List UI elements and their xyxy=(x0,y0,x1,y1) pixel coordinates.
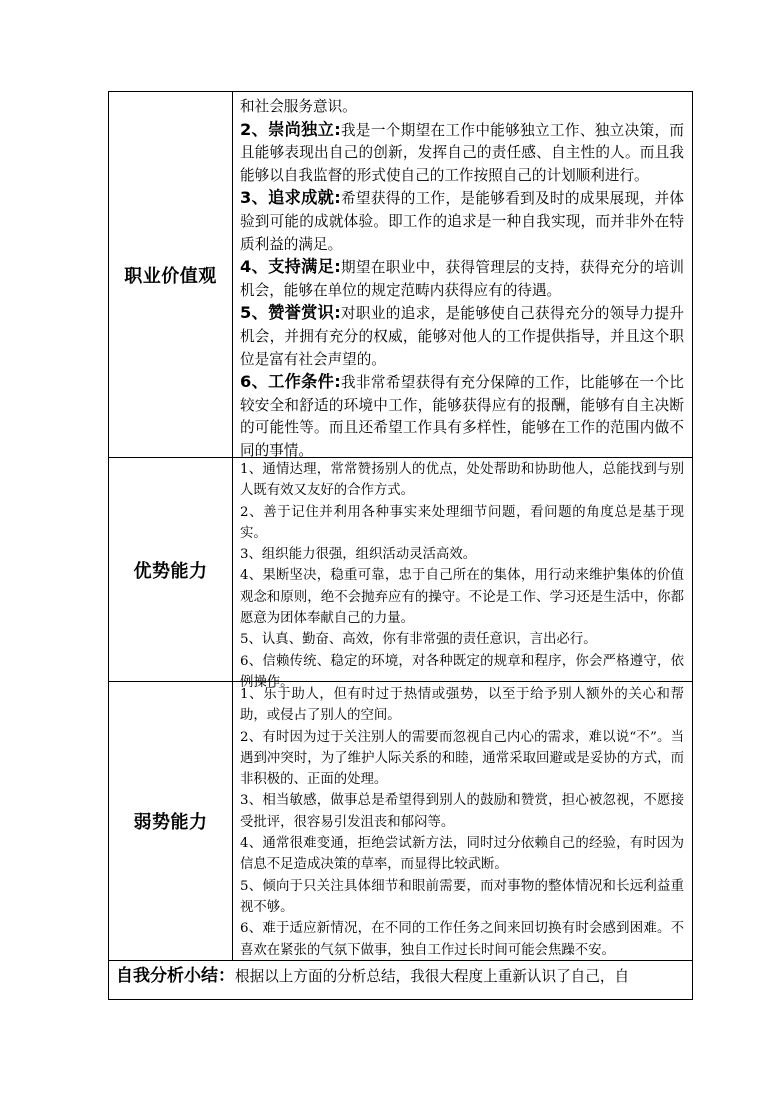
strengths-item-2: 2、善于记住并利用各种事实来处理细节问题，看问题的角度总是基于现实。 xyxy=(240,504,684,541)
strengths-content xyxy=(240,459,684,693)
weaknesses-item-4: 4、通常很难变通，拒绝尝试新方法，同时过分依赖自己的经验，有时因为信息不足造成决策的草率，而显得比较武断。 xyxy=(240,836,684,873)
weaknesses-label: 弱势能力 xyxy=(109,682,233,960)
weaknesses-item-2: 2、有时因为过于关注别人的需要而忽视自己内心的需求，难以说“不”。当遇到冲突时，为了维护人际关系的和睦，通常采取回避或是妥协的方式，而非积极的、正面的处理。 xyxy=(240,729,684,788)
strengths-row xyxy=(109,458,692,690)
weaknesses-row xyxy=(109,682,692,961)
values-item-6-heading: 6、工作条件: xyxy=(240,372,341,392)
values-item-5-heading: 5、赞誉赏识: xyxy=(240,303,341,323)
summary-text xyxy=(116,965,684,988)
values-item-4: 4、支持满足:期望在职业中，获得管理层的支持，获得充分的培训机会，能够在单位的规定范畴内获得应有的待遇。 xyxy=(240,257,684,299)
self-analysis-table xyxy=(108,91,693,1000)
strengths-item-3: 3、组织能力很强，组织活动灵活高效。 xyxy=(240,547,477,563)
strengths-item-5: 5、认真、勤奋、高效，你有非常强的责任意识，言出必行。 xyxy=(240,632,597,648)
strengths-label: 优势能力 xyxy=(109,458,233,681)
summary-row xyxy=(109,961,692,999)
summary-heading: 自我分析小结： xyxy=(116,966,235,986)
values-item-3: 3、追求成就:希望获得的工作，是能够看到及时的成果展现，并体验到可能的成就体验。即工作的追求是一种自我实现，而并非外在特质利益的满足。 xyxy=(240,188,684,253)
values-row xyxy=(109,92,692,458)
values-item-5: 5、赞誉赏识:对职业的追求，是能够使自己获得充分的领导力提升机会，并拥有充分的权威，能够对他人的工作提供指导，并且这个职位是富有社会声望的。 xyxy=(240,303,684,368)
summary-body: 根据以上方面的分析总结，我很大程度上重新认识了自己，自 xyxy=(235,968,630,985)
values-item-1: 和社会服务意识。 xyxy=(240,98,357,115)
values-item-3-heading: 3、追求成就: xyxy=(240,188,341,208)
values-item-6: 6、工作条件:我非常希望获得有充分保障的工作，比能够在一个比较安全和舒适的环境中工作，能够获得应有的报酬，能够有自主决断的可能性等。而且还希望工作具有多样性，能够在工作的范围内做不同的事情。 xyxy=(240,372,684,459)
values-label: 职业价值观 xyxy=(109,92,233,457)
strengths-item-1: 1、通情达理，常常赞扬别人的优点，处处帮助和协助他人，总能找到与别人既有效又友好的合作方式。 xyxy=(240,462,684,499)
values-item-2-heading: 2、崇尚独立: xyxy=(240,119,341,139)
weaknesses-item-3: 3、相当敏感，做事总是希望得到别人的鼓励和赞赏，担心被忽视，不愿接受批评，很容易引发沮丧和郁闷等。 xyxy=(240,793,684,830)
strengths-item-6: 6、信赖传统、稳定的环境，对各种既定的规章和程序，你会严格遵守，依例操作。 xyxy=(240,653,684,690)
values-item-2: 2、崇尚独立:我是一个期望在工作中能够独立工作、独立决策，而且能够表现出自己的创新，发挥自己的责任感、自主性的人。而且我能够以自我监督的形式使自己的工作按照自己的计划顺利进行。 xyxy=(240,119,684,184)
values-content xyxy=(240,95,684,463)
strengths-item-4: 4、果断坚决，稳重可靠，忠于自己所在的集体，用行动来维护集体的价值观念和原则，绝不会抛弃应有的操守。不论是工作、学习还是生活中，你都愿意为团体奉献自己的力量。 xyxy=(240,568,684,627)
weaknesses-content xyxy=(240,684,684,961)
weaknesses-item-5: 5、倾向于只关注具体细节和眼前需要，而对事物的整体情况和长远利益重视不够。 xyxy=(240,878,684,915)
weaknesses-item-1: 1、乐于助人，但有时过于热情或强势，以至于给予别人额外的关心和帮助，或侵占了别人的空间。 xyxy=(240,687,684,724)
values-item-4-heading: 4、支持满足: xyxy=(240,257,341,277)
weaknesses-item-6: 6、难于适应新情况，在不同的工作任务之间来回切换有时会感到困难。不喜欢在紧张的气氛下做事，独自工作过长时间可能会焦躁不安。 xyxy=(240,921,684,958)
